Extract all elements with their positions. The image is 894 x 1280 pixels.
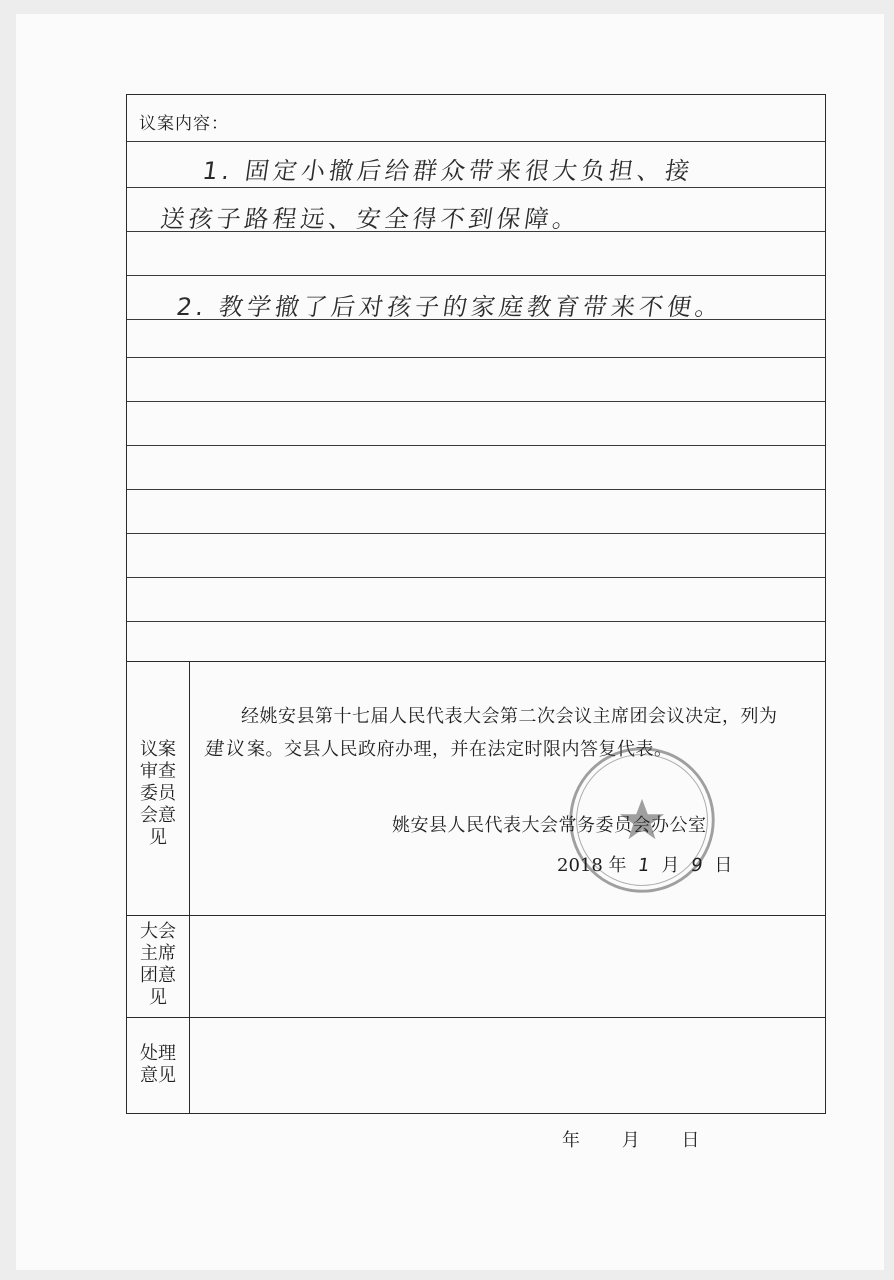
issuing-office: 姚安县人民代表大会常务委员会办公室: [392, 815, 707, 836]
handling-label: 处理 意见: [140, 1043, 176, 1086]
ruled-line: [127, 577, 825, 578]
ruled-line: [127, 401, 825, 402]
ruled-line: [127, 621, 825, 622]
section-divider: [127, 915, 825, 916]
review-committee-label: 议案 审查 委员 会意 见: [140, 739, 176, 848]
ruled-line: [127, 533, 825, 534]
ruled-line: [127, 445, 825, 446]
handwritten-line-3: 2. 教学撤了后对孩子的家庭教育带来不便。: [174, 293, 726, 321]
ruled-line: [127, 357, 825, 358]
bottom-date: 年 月 日: [562, 1130, 701, 1151]
ruled-line: [127, 319, 825, 320]
ruled-line: [127, 275, 825, 276]
ruled-line: [127, 489, 825, 490]
review-opinion-text: 经姚安县第十七届人民代表大会第二次会议主席团会议决定，列为建议案。交县人民政府办理，并在法定时限内答复代表。: [205, 701, 815, 766]
proposal-form: [126, 94, 826, 1114]
handwritten-line-2: 送孩子路程远、安全得不到保障。: [158, 205, 583, 233]
ruled-line: [127, 231, 825, 232]
ruled-line: [127, 141, 825, 142]
review-opinion-cell: [127, 661, 825, 915]
section-divider: [127, 1017, 825, 1018]
content-label: 议案内容：: [139, 114, 229, 134]
handwritten-proposal-type: 建议: [203, 738, 249, 760]
handwritten-line-1: 1. 固定小撤后给群众带来很大负担、接: [200, 157, 696, 185]
ruled-line: [127, 187, 825, 188]
review-date: 2018 年 1 月 9 日: [557, 855, 733, 876]
presidium-label: 大会 主席 团意 见: [140, 921, 176, 1008]
